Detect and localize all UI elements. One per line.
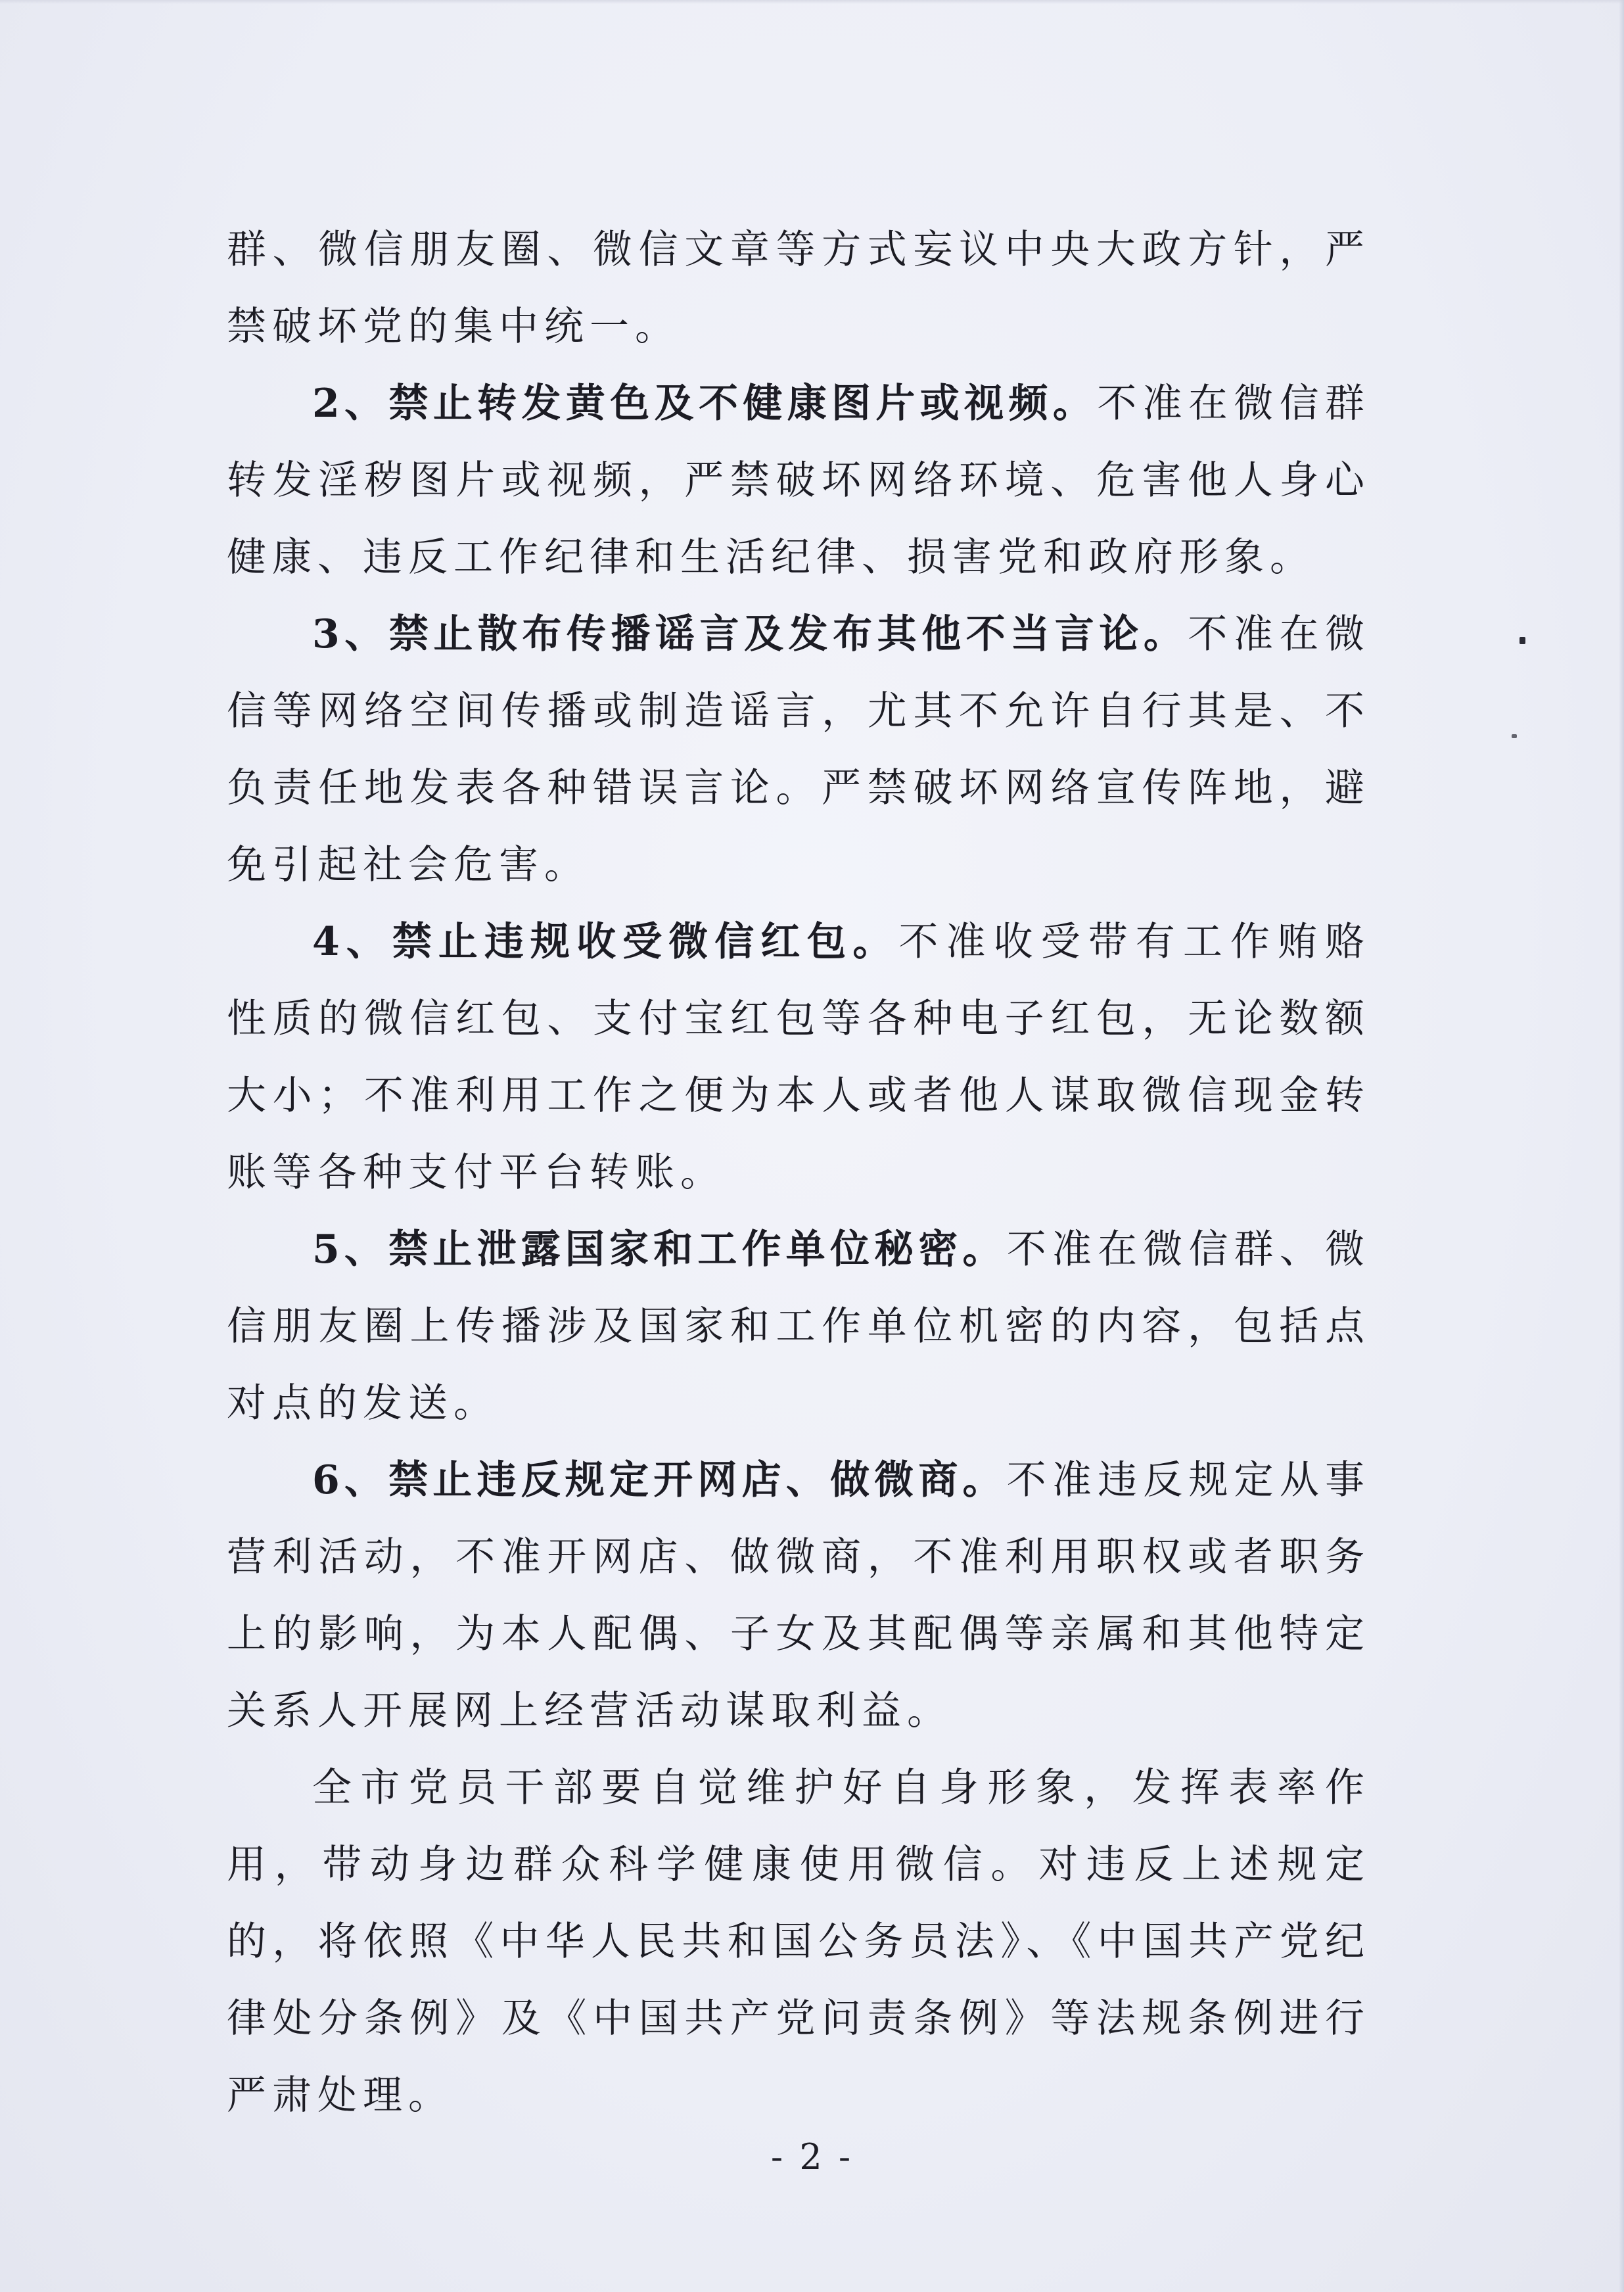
rule-body-5: 不准在微信群、微信朋友圈上传播涉及国家和工作单位机密的内容，包括点对点的发送。 bbox=[227, 1227, 1371, 1426]
closing-paragraph: 全市党员干部要自觉维护好自身形象，发挥表率作用，带动身边群众科学健康使用微信。对违反上述规定的，将依照《中华人民共和国公务员法》、《中国共产党纪律处分条例》及《中国共产党问责条例》等法规条例进行严肃处理。 bbox=[227, 1765, 1370, 2118]
scan-speck bbox=[1512, 734, 1517, 738]
page-number: - 2 - bbox=[770, 2136, 854, 2178]
document-body bbox=[227, 212, 1370, 2134]
rule-heading-4: 4、禁止违规收受微信红包。 bbox=[312, 919, 899, 965]
scan-edge-right bbox=[1619, 0, 1624, 2292]
rule-heading-5: 5、禁止泄露国家和工作单位秘密。 bbox=[312, 1227, 1007, 1273]
rule-paragraph-3 bbox=[227, 596, 1370, 904]
continued-paragraph: 群、微信朋友圈、微信文章等方式妄议中央大政方针，严禁破坏党的集中统一。 bbox=[227, 227, 1370, 350]
rule-paragraph-2 bbox=[227, 365, 1370, 596]
rule-body-6: 不准违反规定从事营利活动，不准开网店、做微商，不准利用职权或者职务上的影响，为本人配偶、子女及其配偶等亲属和其他特定关系人开展网上经营活动谋取利益。 bbox=[227, 1457, 1371, 1734]
rule-paragraph-6 bbox=[227, 1442, 1370, 1750]
scan-speck bbox=[1520, 637, 1525, 644]
rule-paragraph-4 bbox=[227, 904, 1370, 1211]
rule-heading-3: 3、禁止散布传播谣言及发布其他不当言论。 bbox=[312, 611, 1188, 657]
rule-heading-2: 2、禁止转发黄色及不健康图片或视频。 bbox=[312, 381, 1098, 427]
rule-paragraph-5 bbox=[227, 1211, 1370, 1442]
rule-body-4: 不准收受带有工作贿赂性质的微信红包、支付宝红包等各种电子红包，无论数额大小；不准利用工作之便为本人或者他人谋取微信现金转账等各种支付平台转账。 bbox=[227, 919, 1371, 1196]
rule-heading-6: 6、禁止违反规定开网店、做微商。 bbox=[312, 1457, 1007, 1503]
scan-edge-top bbox=[0, 0, 1624, 4]
rule-body-2: 不准在微信群转发淫秽图片或视频，严禁破坏网络环境、危害他人身心健康、违反工作纪律和生活纪律、损害党和政府形象。 bbox=[227, 381, 1371, 580]
rule-body-3: 不准在微信等网络空间传播或制造谣言，尤其不允许自行其是、不负责任地发表各种错误言论。严禁破坏网络宣传阵地，避免引起社会危害。 bbox=[227, 611, 1371, 888]
